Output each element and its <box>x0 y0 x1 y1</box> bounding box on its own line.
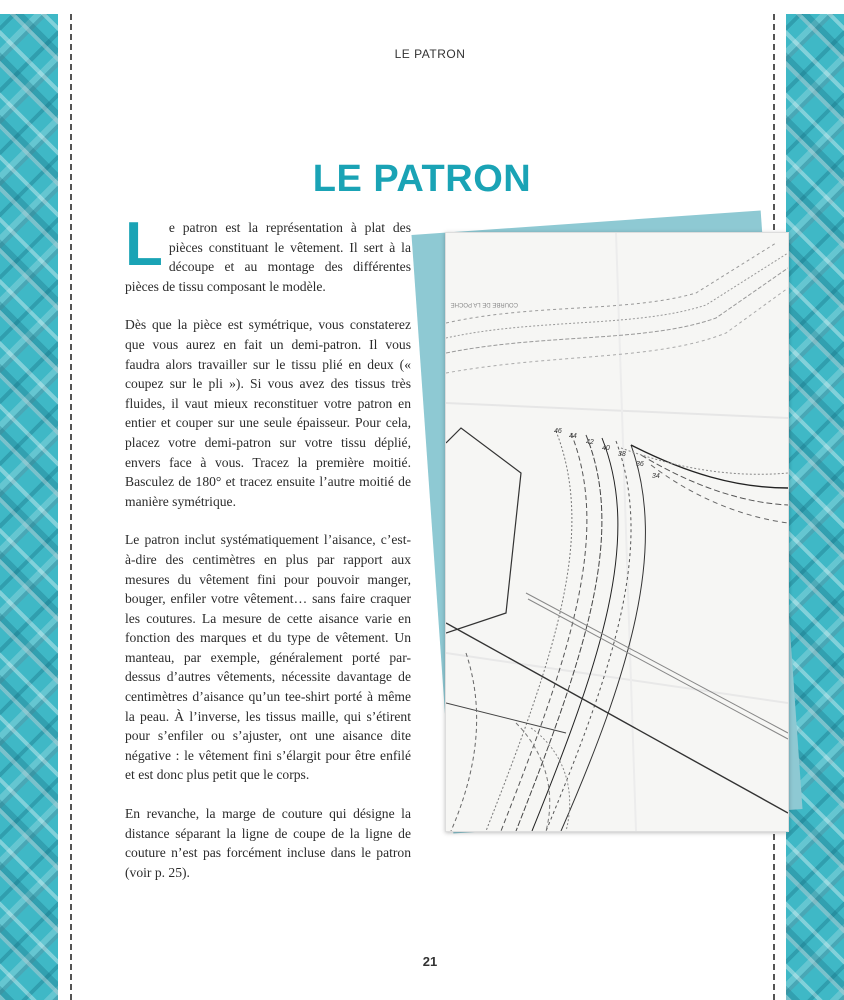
paragraph-2: Dès que la pièce est symétrique, vous constaterez que vous aurez en fait un demi-patron. Il vous faudra alors travailler sur le tissu plié en deux (« coupez sur le pli »). Si vous avez des tissus très fluides, il vaut mieux reconstituer votre patron en entier et couper sur une seule épaisseur. Pour cela, placez votre demi-patron sur votre tissu déplié, envers face à vous. Tracez la première moitié. Basculez de 180° et tracez ensuite l’autre moitié de manière symétrique. <box>125 317 411 509</box>
paragraph-4: En revanche, la marge de couture qui désigne la distance séparant la ligne de coupe de la ligne de couture n’est pas forcément incluse dans le patron (voir p. 25). <box>125 806 411 880</box>
pattern-photo <box>445 232 789 832</box>
sewing-pattern-illustration <box>446 233 788 831</box>
body-text <box>125 210 411 901</box>
size-label-42: 42 <box>586 439 594 446</box>
size-label-36: 36 <box>636 461 644 468</box>
size-label-46: 46 <box>554 428 562 435</box>
size-label-34: 34 <box>652 473 660 480</box>
pattern-label: COURBE DE LA POCHE <box>450 301 518 307</box>
size-label-40: 40 <box>602 445 610 452</box>
page-title: LE PATRON <box>312 158 532 200</box>
running-head: LE PATRON <box>394 47 466 61</box>
size-label-38: 38 <box>618 451 626 458</box>
paragraph-1: Le patron est la représentation à plat des pièces constituant le vêtement. Il sert à la découpe et au montage des différentes pièces de tissu composant le modèle. <box>125 210 411 294</box>
size-label-44: 44 <box>569 433 577 440</box>
paragraph-3: Le patron inclut systématiquement l’aisance, c’est-à-dire des centimètres en plus par rapport aux mesures du vêtement fini pour pouvoir manger, bouger, enfiler votre vêtement… sans faire craquer les coutures. La mesure de cette aisance varie en fonction des marques et du type de vêtement. Un manteau, par exemple, généralement porté par-dessus d’autres vêtements, nécessite davantage de centimètres d’aisance qu’un tee-shirt porté à même la peau. À l’inverse, les tissus maille, qui s’étirent pour s’enfiler ou s’ajuster, ont une aisance dite négative : le vêtement fini s’élargit pour être enfilé et est donc plus petit que le corps. <box>125 532 411 783</box>
page-number: 21 <box>422 954 438 969</box>
drop-cap: L <box>125 210 163 279</box>
